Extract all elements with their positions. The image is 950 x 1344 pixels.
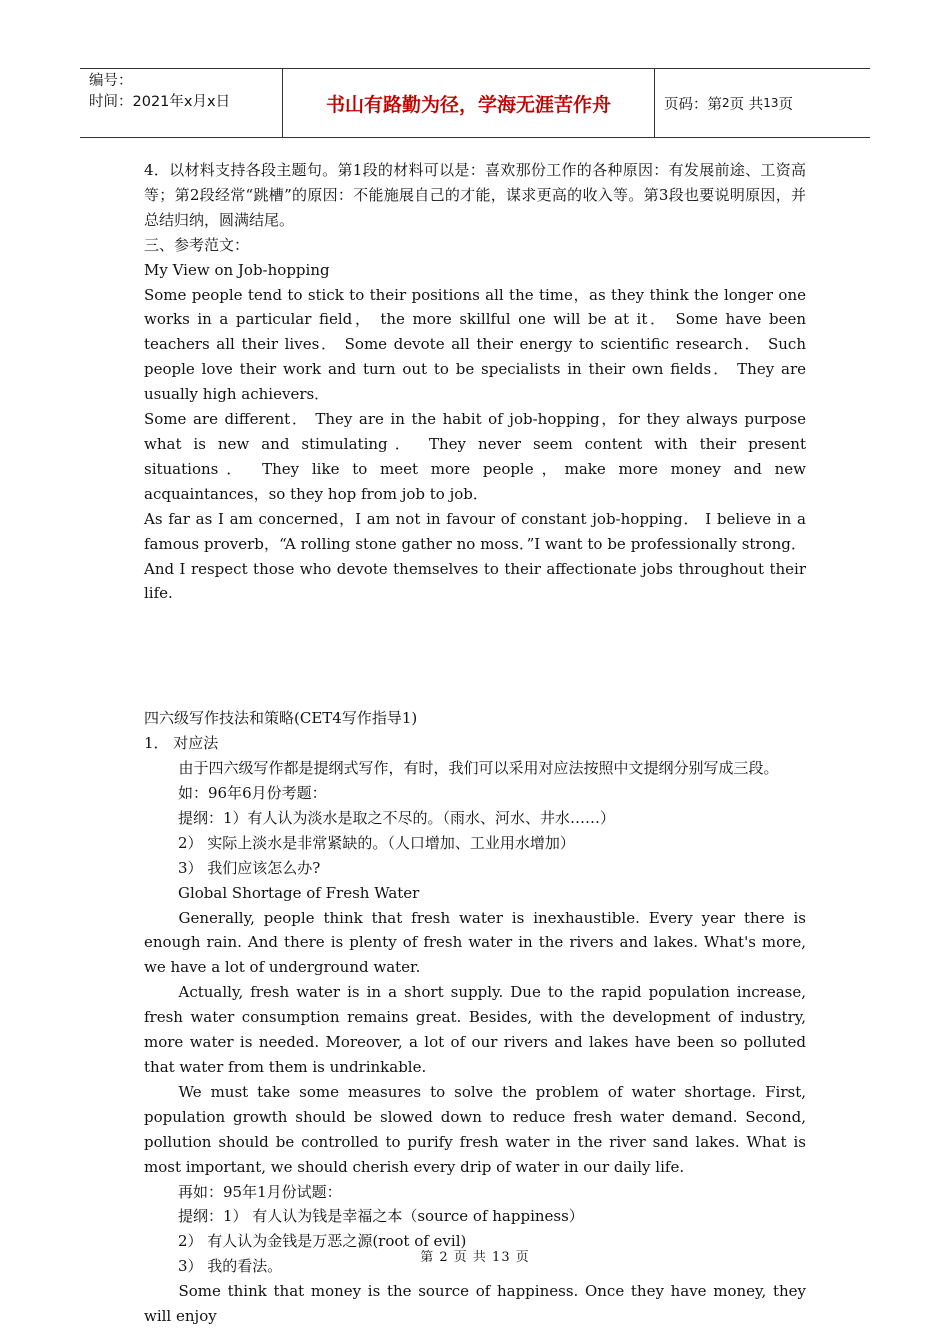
paragraph: Some are different． They are in the habit of job-hopping，for they always purpose what is new and stimulating． They never seem content with their present situations． They like to meet more people，make more money and new acquaintances，so they hop from job to job． — [144, 410, 806, 503]
page-prefix: 页码：第 — [664, 96, 722, 113]
paragraph: Some people tend to stick to their positions all the time，as they think the longer one works in a particular field， the more skillful one will be at it． Some have been teachers all their lives． Some devote all their energy to scientific research． Such people love their work and turn out to be specialists in their own fields． They are usually high achievers． — [144, 285, 806, 404]
paragraph: 四六级写作技法和策略(CET4写作指导1) — [144, 709, 418, 728]
paragraph: 由于四六级写作都是提纲式写作，有时，我们可以采用对应法按照中文提纲分别写成三段。 — [178, 759, 779, 778]
header-page-info — [655, 69, 870, 137]
paragraph: 3） 我的看法。 — [178, 1257, 283, 1276]
time-label: 时间：2021年x月x日 — [89, 94, 231, 110]
paragraph: 再如：95年1月份试题： — [178, 1182, 342, 1201]
paragraph: Generally, people think that fresh water is inexhaustible. Every year there is enough rain. And there is plenty of fresh water in the rivers and lakes. What's more, we have a lot of underground water. — [144, 908, 806, 977]
section-essay — [144, 158, 806, 606]
section-writing-strategy — [144, 706, 806, 1329]
paragraph: 1． 对应法 — [144, 734, 219, 753]
paragraph: 三、参考范文： — [144, 235, 250, 254]
paragraph: 2） 有人认为金钱是万恶之源(root of evil) — [178, 1232, 467, 1251]
page-suffix: 页 — [778, 96, 794, 113]
paragraph: Actually, fresh water is in a short supply. Due to the rapid population increase, fresh water consumption remains great. Besides, with the development of industry, more water is needed. Moreover, a lot of our rivers and lakes have been so polluted that water from them is undrinkable. — [144, 983, 806, 1076]
page-mid: 页 共 — [729, 96, 764, 113]
page-number: 2 — [722, 96, 730, 110]
section-gap — [144, 606, 806, 706]
paragraph: 3） 我们应该怎么办? — [178, 858, 321, 877]
paragraph: As far as I am concerned，I am not in favour of constant job-hopping． I believe in a famous proverb，“A rolling stone gather no moss．”I want to be professionally strong． And I respect those who devote themselves to their affectionate jobs throughout their life. — [144, 509, 806, 603]
paragraph: Some think that money is the source of happiness. Once they have money, they will enjoy — [144, 1282, 806, 1326]
number-label: 编号： — [89, 73, 133, 89]
header-meta — [80, 69, 282, 137]
header-motto: 书山有路勤为径，学海无涯苦作舟 — [282, 69, 655, 137]
document-body — [144, 158, 806, 1329]
paragraph: My View on Job-hopping — [144, 260, 330, 279]
paragraph: 4．以材料支持各段主题句。第1段的材料可以是：喜欢那份工作的各种原因：有发展前途、工资高等；第2段经常“跳槽”的原因：不能施展自己的才能，谋求更高的收入等。第3段也要说明原因，并总结归纳，圆满结尾。 — [144, 161, 806, 229]
paragraph: 2） 实际上淡水是非常紧缺的。（人口增加、工业用水增加） — [178, 833, 575, 852]
paragraph: We must take some measures to solve the problem of water shortage. First, population growth should be slowed down to reduce fresh water demand. Second, pollution should be controlled to purify fresh water in the river sand lakes. What is most important, we should cherish every drip of water in our daily life. — [144, 1082, 806, 1176]
paragraph: 提纲：1） 有人认为钱是幸福之本（source of happiness） — [178, 1207, 584, 1226]
page-header — [80, 68, 870, 138]
paragraph: Global Shortage of Fresh Water — [178, 883, 420, 902]
page-footer: 第 2 页 共 13 页 — [420, 1250, 530, 1265]
page-total: 13 — [763, 96, 779, 110]
paragraph: 提纲：1）有人认为淡水是取之不尽的。（雨水、河水、井水……） — [178, 808, 616, 827]
paragraph: 如：96年6月份考题： — [178, 784, 327, 803]
